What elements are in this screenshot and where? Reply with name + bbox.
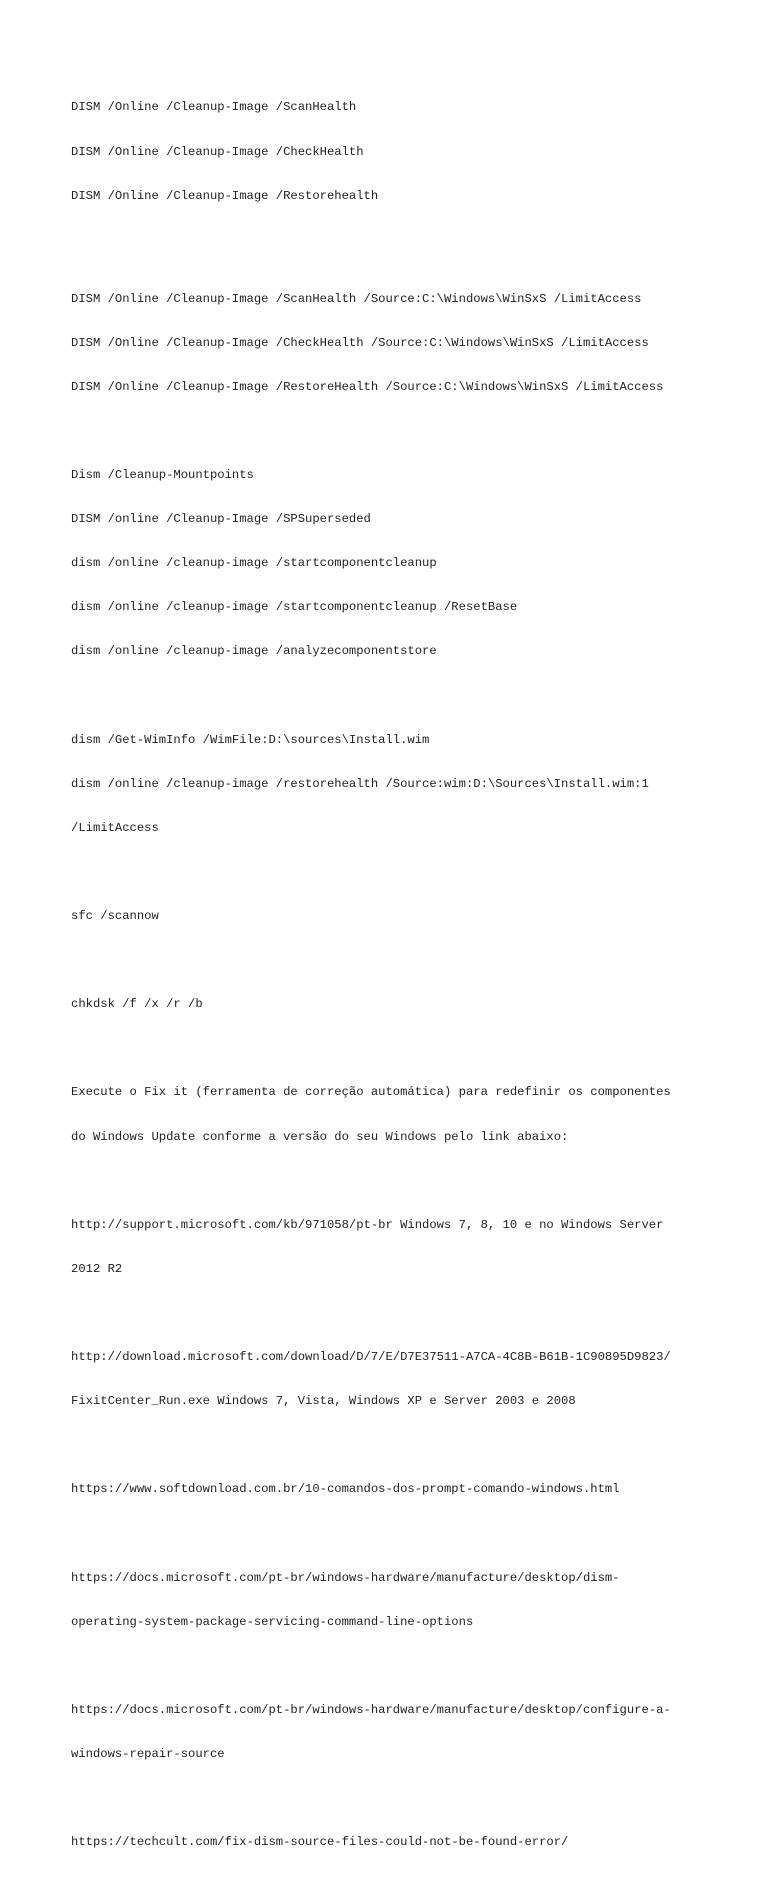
docs-dism-link-reference: [71, 1541, 711, 1659]
download-link-reference: [71, 1321, 711, 1439]
command-line: DISM /Online /Cleanup-Image /Restorehealth: [71, 188, 379, 203]
command-line: dism /online /cleanup-image /startcomponentcleanup: [71, 556, 437, 571]
techcult-link-reference: [71, 1806, 711, 1880]
command-line: dism /online /cleanup-image /analyzecomponentstore: [71, 644, 437, 659]
command-line: DISM /Online /Cleanup-Image /RestoreHealth /Source:C:\Windows\WinSxS /LimitAccess: [71, 379, 664, 394]
dism-wim-commands: [71, 703, 711, 865]
docs-repair-link-reference: [71, 1673, 711, 1791]
dism-cleanup-commands: [71, 439, 711, 689]
reference-line: FixitCenter_Run.exe Windows 7, Vista, Windows XP e Server 2003 e 2008: [71, 1394, 576, 1409]
command-line: dism /online /cleanup-image /restorehealth /Source:wim:D:\Sources\Install.wim:1: [71, 776, 649, 791]
command-line: Dism /Cleanup-Mountpoints: [71, 467, 254, 482]
dism-source-commands: [71, 262, 711, 424]
command-line: DISM /Online /Cleanup-Image /CheckHealth: [71, 144, 364, 159]
sfc-command: [71, 880, 711, 954]
reference-line: 2012 R2: [71, 1261, 123, 1276]
chkdsk-command: [71, 968, 711, 1042]
softdownload-link-reference: [71, 1453, 711, 1527]
reference-line: https://techcult.com/fix-dism-source-files-could-not-be-found-error/: [71, 1835, 569, 1850]
reference-line: https://www.softdownload.com.br/10-comandos-dos-prompt-comando-windows.html: [71, 1482, 620, 1497]
command-line: chkdsk /f /x /r /b: [71, 997, 203, 1012]
fixit-instructions: [71, 1056, 711, 1174]
command-line: DISM /online /Cleanup-Image /SPSuperseded: [71, 512, 371, 527]
reference-line: https://docs.microsoft.com/pt-br/windows-hardware/manufacture/desktop/dism-: [71, 1570, 620, 1585]
reference-line: operating-system-package-servicing-command-line-options: [71, 1614, 474, 1629]
paragraph-line: Execute o Fix it (ferramenta de correção automática) para redefinir os componentes: [71, 1085, 671, 1100]
command-line: DISM /Online /Cleanup-Image /CheckHealth /Source:C:\Windows\WinSxS /LimitAccess: [71, 335, 649, 350]
command-line: /LimitAccess: [71, 820, 159, 835]
command-line: dism /online /cleanup-image /startcomponentcleanup /ResetBase: [71, 600, 518, 615]
support-link-reference: [71, 1188, 711, 1306]
reference-line: http://download.microsoft.com/download/D/7/E/D7E37511-A7CA-4C8B-B61B-1C90895D9823/: [71, 1350, 671, 1365]
reference-line: http://support.microsoft.com/kb/971058/pt-br Windows 7, 8, 10 e no Windows Server: [71, 1217, 664, 1232]
dism-basic-commands: [71, 71, 711, 233]
command-line: DISM /Online /Cleanup-Image /ScanHealth /Source:C:\Windows\WinSxS /LimitAccess: [71, 291, 642, 306]
paragraph-line: do Windows Update conforme a versão do seu Windows pelo link abaixo:: [71, 1129, 569, 1144]
document-page: [71, 71, 711, 1894]
command-line: sfc /scannow: [71, 909, 159, 924]
command-line: DISM /Online /Cleanup-Image /ScanHealth: [71, 100, 357, 115]
reference-line: windows-repair-source: [71, 1746, 225, 1761]
command-line: dism /Get-WimInfo /WimFile:D:\sources\Install.wim: [71, 732, 430, 747]
reference-line: https://docs.microsoft.com/pt-br/windows-hardware/manufacture/desktop/configure-a-: [71, 1702, 671, 1717]
